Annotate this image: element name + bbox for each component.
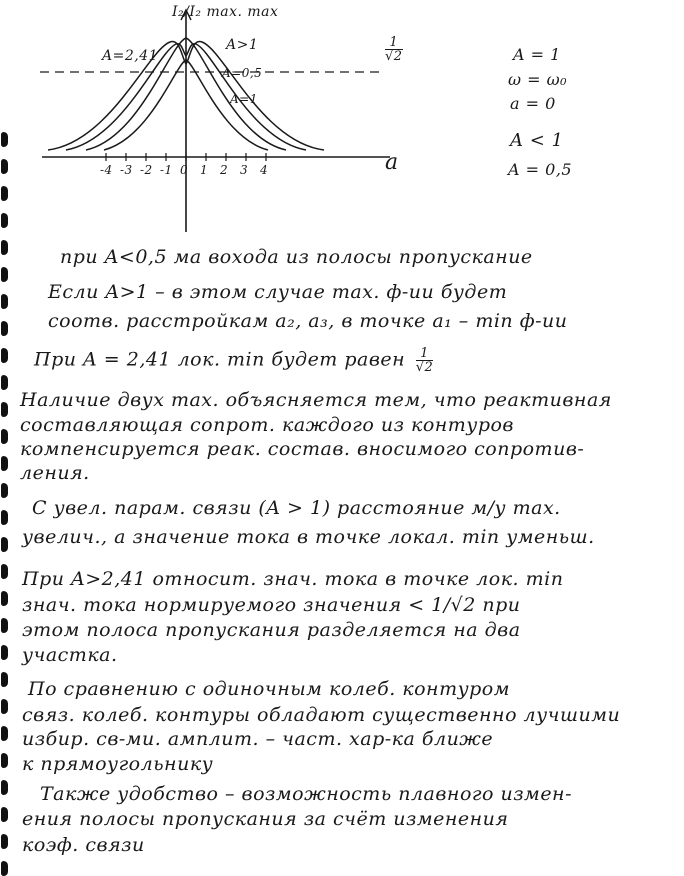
- binding-hole: [1, 483, 8, 498]
- text-line-8: ления.: [20, 462, 90, 484]
- text-line-15: По сравнению с одиночным колеб. контуром: [28, 678, 510, 700]
- y-axis-label: I₂/I₂ max. max: [172, 4, 279, 20]
- text-line-14: участка.: [22, 644, 118, 666]
- binding-hole: [1, 618, 8, 633]
- x-tick-label: -3: [120, 163, 133, 177]
- x-tick-label: 2: [220, 163, 229, 177]
- text-line-20: ения полосы пропускания за счёт изменения: [22, 808, 509, 830]
- x-tick-label: -4: [100, 163, 113, 177]
- binding-hole: [1, 456, 8, 471]
- text-line-12: знач. тока нормируемого значения < 1/√2 при: [22, 594, 521, 616]
- binding-hole: [1, 645, 8, 660]
- binding-hole: [1, 834, 8, 849]
- side-note-1: A = 1: [513, 45, 561, 64]
- curve-label-a-0-5: A=0,5: [222, 66, 263, 80]
- binding-hole: [1, 753, 8, 768]
- text-line-4: [34, 347, 433, 374]
- binding-hole: [1, 591, 8, 606]
- side-note-3: a = 0: [510, 94, 556, 113]
- binding-hole: [1, 294, 8, 309]
- binding-hole: [1, 132, 8, 147]
- text-line-4-text: При A = 2,41 лок. min будет равен: [34, 348, 406, 371]
- fraction-denominator: √2: [385, 49, 403, 64]
- binding-hole: [1, 402, 8, 417]
- binding-hole: [1, 159, 8, 174]
- curve-label-a-gt-1: A>1: [226, 37, 259, 53]
- binding-hole: [1, 510, 8, 525]
- text-line-6: составляющая сопрот. каждого из контуров: [20, 414, 514, 436]
- binding-hole: [1, 348, 8, 363]
- binding-hole: [1, 807, 8, 822]
- binding-hole: [1, 429, 8, 444]
- side-note-5: A = 0,5: [508, 160, 573, 179]
- half-power-level-fraction: [385, 36, 403, 63]
- text-fraction-denominator: √2: [415, 360, 434, 375]
- text-line-9: С увел. парам. связи (A > 1) расстояние м/у max.: [32, 497, 561, 519]
- resonance-curves: [30, 0, 430, 240]
- resonance-graph: [30, 0, 430, 240]
- binding-hole: [1, 861, 8, 876]
- side-note-2: ω = ω₀: [508, 70, 568, 89]
- x-tick-label: 1: [200, 163, 209, 177]
- text-line-21: коэф. связи: [22, 834, 145, 856]
- text-line-18: к прямоугольнику: [22, 753, 214, 775]
- curve-label-a-1: A=1: [230, 92, 258, 106]
- binding-hole: [1, 321, 8, 336]
- fraction-numerator: 1: [389, 35, 399, 50]
- text-fraction-numerator: 1: [420, 346, 429, 361]
- x-tick-label: 0: [180, 163, 189, 177]
- x-tick-label: 3: [240, 163, 249, 177]
- binding-hole: [1, 537, 8, 552]
- text-line-1: при A<0,5 ма вохода из полосы пропускание: [60, 246, 533, 268]
- text-line-4-fraction: [416, 347, 434, 374]
- binding-hole: [1, 564, 8, 579]
- binding-hole: [1, 240, 8, 255]
- binding-hole: [1, 699, 8, 714]
- binding-hole: [1, 726, 8, 741]
- binding-hole: [1, 375, 8, 390]
- side-note-4: A < 1: [510, 130, 564, 151]
- text-line-5: Наличие двух max. объясняется тем, что реактивная: [20, 389, 612, 411]
- x-axis-label: a: [385, 150, 399, 175]
- x-tick-label: -1: [160, 163, 173, 177]
- text-line-3: соотв. расстройкам a₂, a₃, в точке a₁ – min ф-ии: [48, 310, 568, 332]
- binding-hole: [1, 672, 8, 687]
- binding-hole: [1, 780, 8, 795]
- text-line-7: компенсируется реак. состав. вносимого сопротив-: [20, 438, 585, 460]
- text-line-10: увелич., а значение тока в точке локал. min уменьш.: [22, 526, 595, 548]
- binding-hole: [1, 213, 8, 228]
- text-line-17: избир. св-ми. амплит. – част. хар-ка ближе: [22, 728, 494, 750]
- curve-label-a-2-41: A=2,41: [102, 48, 159, 64]
- text-line-13: этом полоса пропускания разделяется на два: [22, 619, 521, 641]
- spiral-binding: [0, 0, 10, 870]
- text-line-16: связ. колеб. контуры обладают существенно лучшими: [22, 704, 621, 726]
- binding-hole: [1, 267, 8, 282]
- binding-hole: [1, 186, 8, 201]
- text-line-2: Если A>1 – в этом случае max. ф-ии будет: [48, 281, 508, 303]
- x-tick-label: -2: [140, 163, 153, 177]
- text-line-11: При A>2,41 относит. знач. тока в точке лок. min: [22, 568, 564, 590]
- text-line-19: Также удобство – возможность плавного измен-: [40, 783, 572, 805]
- x-tick-label: 4: [260, 163, 269, 177]
